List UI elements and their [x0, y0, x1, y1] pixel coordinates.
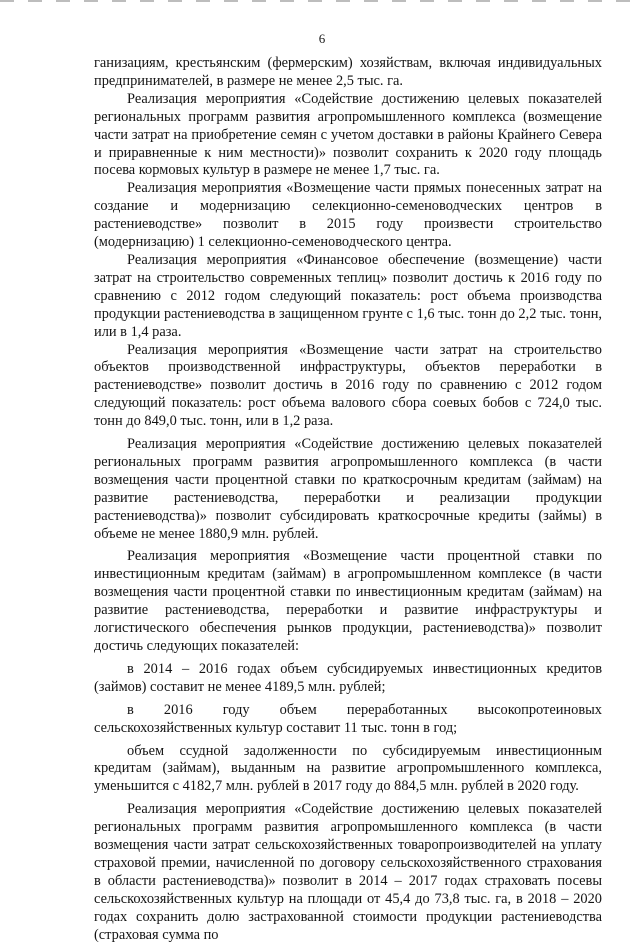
list-item-processed-crops: в 2016 году объем переработанных высокопротеиновых сельскохозяйственных культур составит 11 тыс. тонн в год;: [94, 701, 602, 736]
list-item-loan-debt: объем ссудной задолженности по субсидируемым инвестиционным кредитам (займам), выданным на развитие агропромышленного комплекса, уменьшится с 4182,7 млн. рублей в 2017 году до 884,5 млн. рублей в 2020 году.: [94, 742, 602, 795]
page-number: 6: [318, 31, 326, 46]
paragraph-infrastructure: Реализация мероприятия «Возмещение части затрат на строительство объектов производственной инфраструктуры, объектов переработки в растениеводстве» позволит достичь в 2016 году по сравнению с 2012 годом следующий показатель: рост объема валового сбора соевых бобов с 724,0 тыс. тонн до 849,0 тыс. тонн, или в 1,2 раза.: [94, 341, 602, 430]
paragraph-seeds-measure: Реализация мероприятия «Содействие достижению целевых показателей региональных программ развития агропромышленного комплекса (возмещение части затрат на приобретение семян с учетом доставки в районы Крайнего Севера и приравненные к ним местности)» позволит сохранить к 2020 году площадь посева кормовых культур в размере не менее 1,7 тыс. га.: [94, 90, 602, 179]
paragraph-breeding-centers: Реализация мероприятия «Возмещение части прямых понесенных затрат на создание и модернизацию селекционно-семеноводческих центров в растениеводстве» позволит в 2015 году произвести строительство (модернизацию) 1 селекционно-семеноводческого центра.: [94, 180, 602, 251]
scan-top-edge: [0, 0, 640, 2]
paragraph-greenhouses: Реализация мероприятия «Финансовое обеспечение (возмещение) части затрат на строительство современных теплиц» позволит достичь к 2016 году по сравнению с 2012 годом следующий показатель: рост объема производства продукции растениеводства в защищенном грунте с 1,6 тыс. тонн до 2,2 тыс. тонн, или в 1,4 раза.: [94, 251, 602, 340]
list-item-subsidized-credits: в 2014 – 2016 годах объем субсидируемых инвестиционных кредитов (займов) составит не менее 4189,5 млн. рублей;: [94, 660, 602, 695]
paragraph-continuation: ганизациям, крестьянским (фермерским) хозяйствам, включая индивидуальных предпринимателей, в размере не менее 2,5 тыс. га.: [94, 55, 602, 89]
paragraph-investment-credits: Реализация мероприятия «Возмещение части процентной ставки по инвестиционным кредитам (займам) в агропромышленном комплексе (в части возмещения части процентной ставки по инвестиционным кредитам (займам) на развитие растениеводства, переработки и развитие инфраструктуры и логистического обеспечения рынков продукции, растениеводства)» позволит достичь следующих показателей:: [94, 548, 602, 654]
paragraph-short-term-credits: Реализация мероприятия «Содействие достижению целевых показателей региональных программ развития агропромышленного комплекса (в части возмещения части процентной ставки по краткосрочным кредитам (займам) на развитие растениеводства, переработки и реализации продукции растениеводства)» позволит субсидировать краткосрочные кредиты (займы) в объеме не менее 1880,9 млн. рублей.: [94, 436, 602, 542]
document-body: [94, 55, 602, 945]
paragraph-insurance: Реализация мероприятия «Содействие достижению целевых показателей региональных программ развития агропромышленного комплекса (в части возмещения части затрат сельскохозяйственных товаропроизводителей на уплату страховой премии, начисленной по договору сельскохозяйственного страхования в области растениеводства)» позволит в 2014 – 2017 годах страховать посевы сельскохозяйственных культур на площади от 45,4 до 73,8 тыс. га, в 2018 – 2020 годах сохранить долю застрахованной стоимости продукции растениеводства (страховая сумма по: [94, 801, 602, 943]
